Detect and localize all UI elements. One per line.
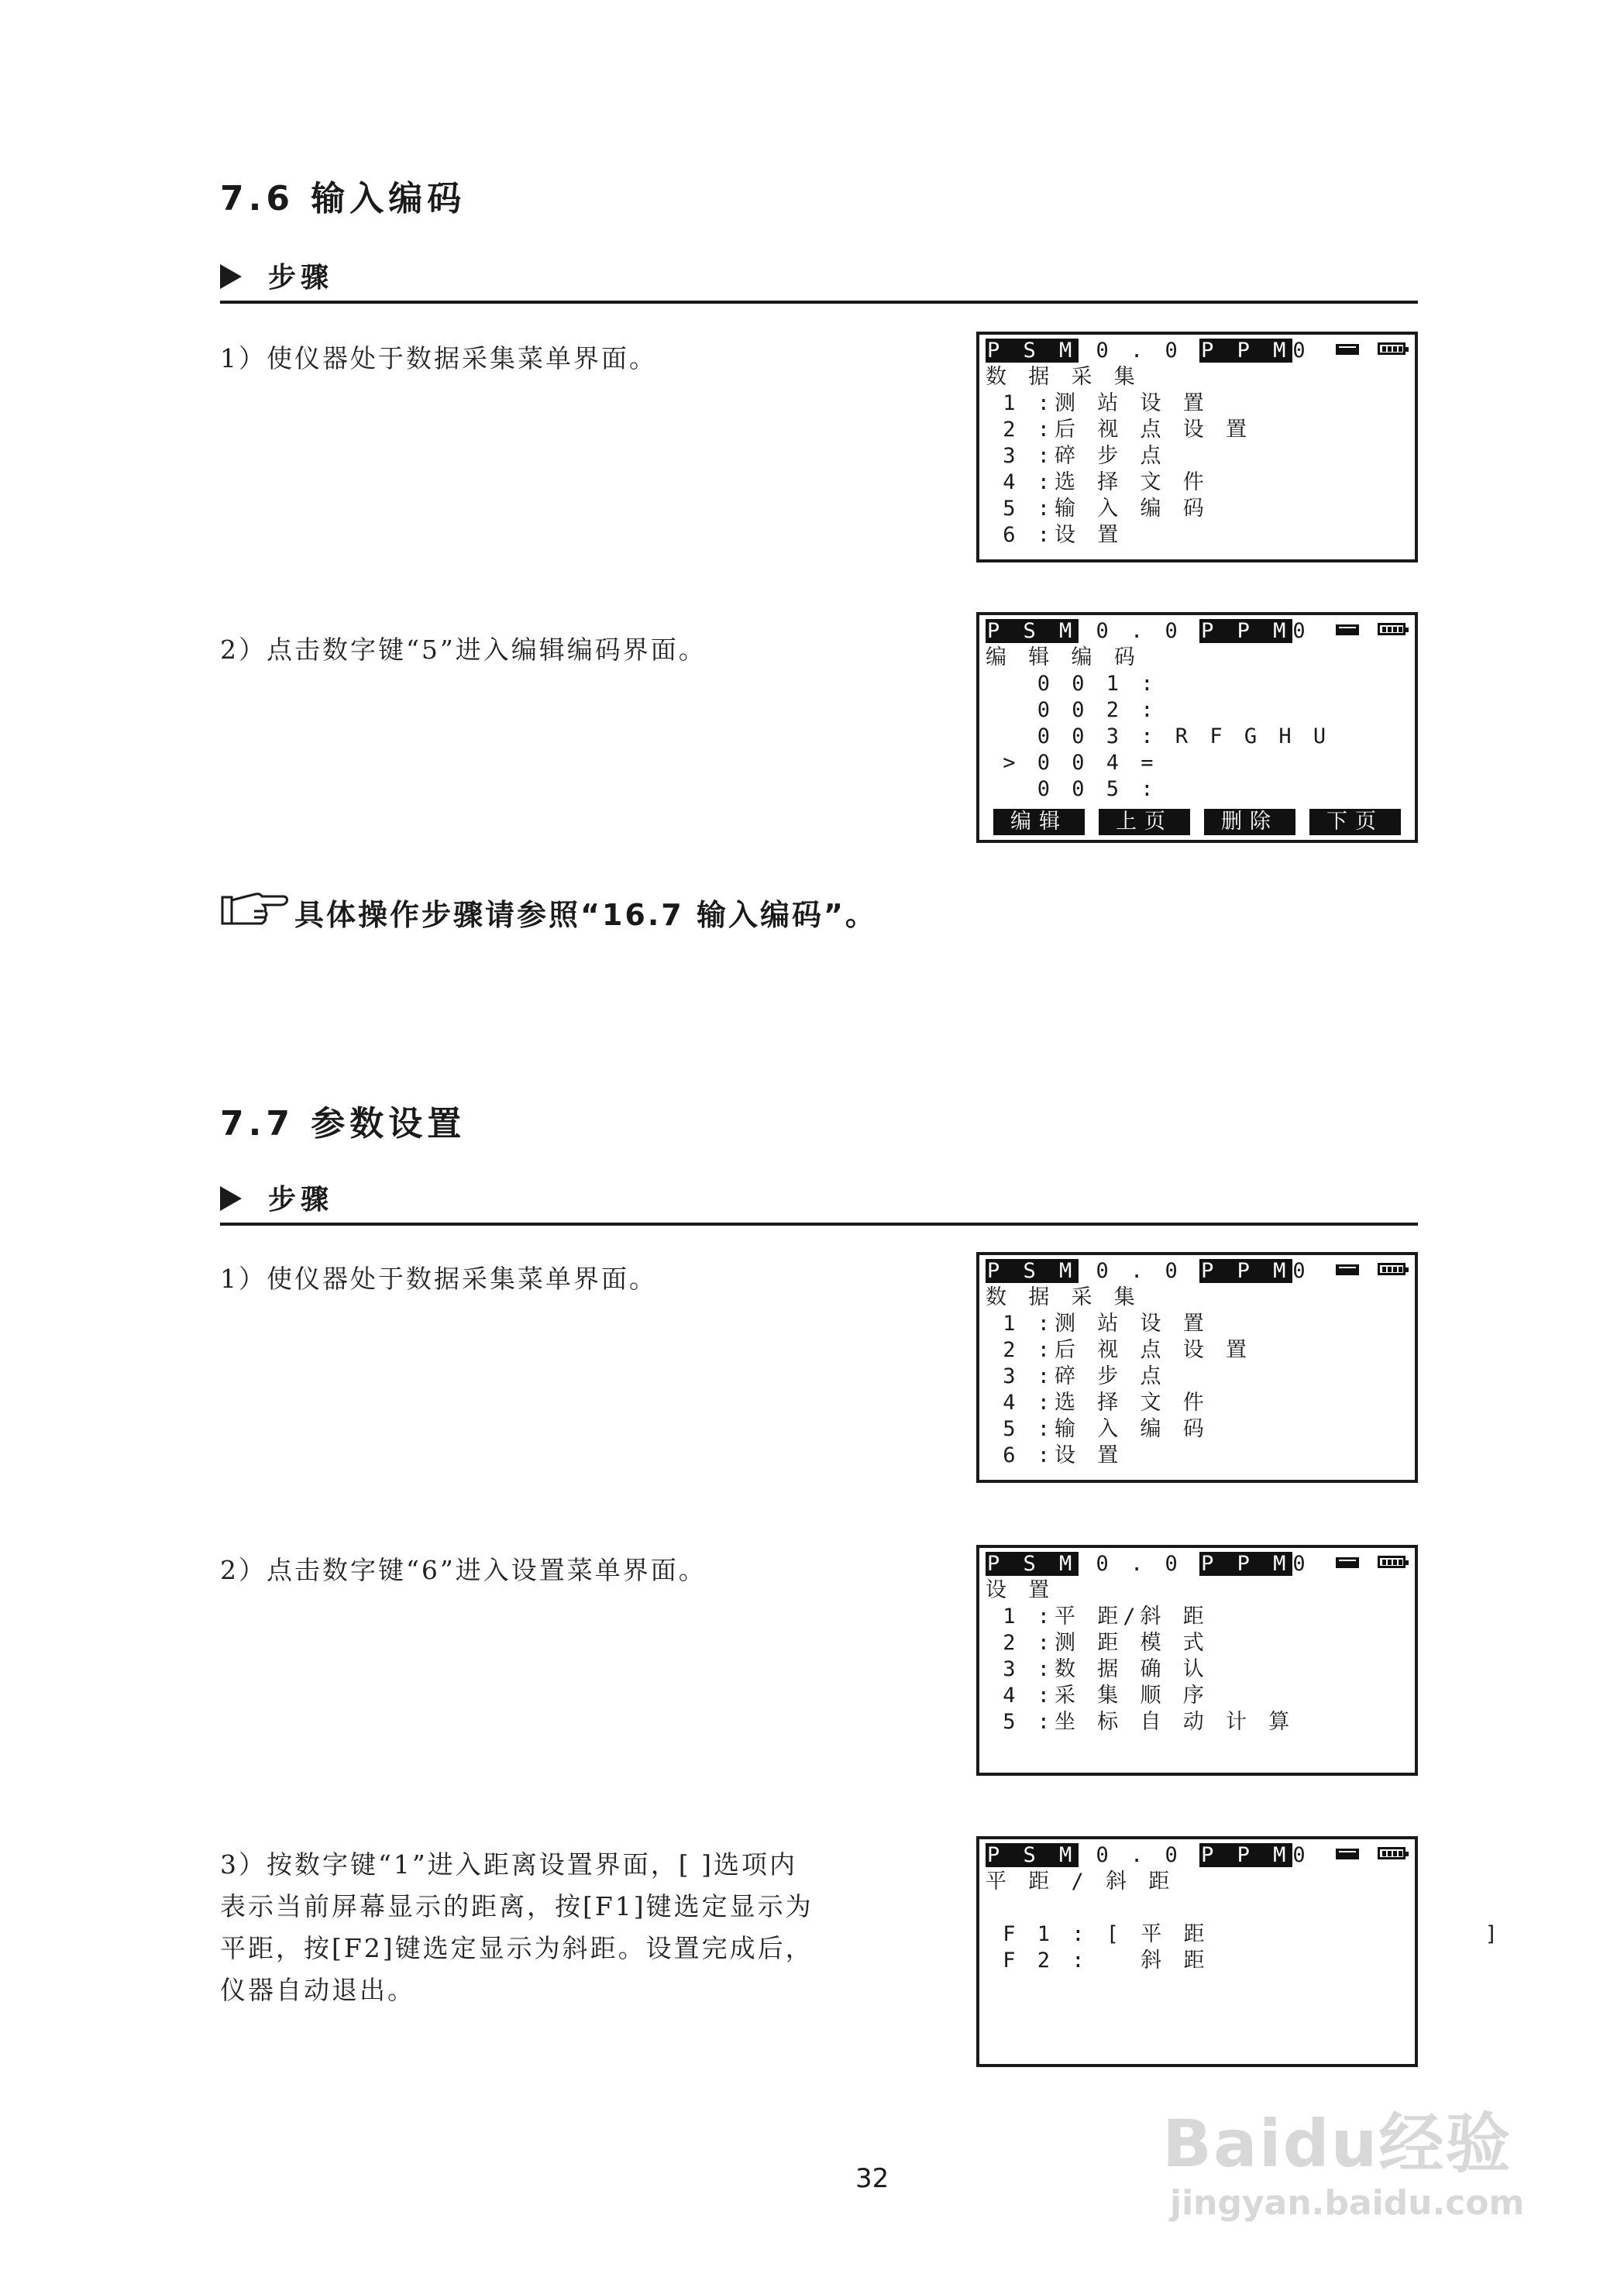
screen-line: > 0 0 4 = (986, 751, 1158, 775)
screen-line: 5 :坐 标 自 动 计 算 (986, 1710, 1295, 1734)
screen-line: 6 :设 置 (986, 523, 1123, 547)
steps-header-7-7 (220, 1175, 1418, 1226)
lcd-screen-data-collection (976, 332, 1418, 562)
lcd-screen-data-collection (976, 1252, 1418, 1483)
screen-line: 平 距 / 斜 距 (986, 1870, 1175, 1894)
step-text: 1）使仪器处于数据采集菜单界面。 (220, 343, 657, 373)
psm-value: 0 . 0 (1079, 619, 1200, 643)
steps-label: 步骤 (268, 1184, 334, 1216)
ppm-label: P P M (1201, 1843, 1292, 1867)
screen-line: 3 :数 据 确 认 (986, 1657, 1209, 1681)
signal-icon (1336, 1849, 1359, 1859)
screen-line: 6 :设 置 (986, 1443, 1123, 1467)
psm-value: 0 . 0 (1079, 1259, 1200, 1283)
ppm-value: 0 (1292, 1552, 1310, 1576)
steps-header-7-6 (220, 253, 1418, 304)
signal-icon (1336, 344, 1359, 355)
softkey-delete[interactable]: 删除 (1204, 809, 1295, 835)
battery-icon (1378, 1556, 1406, 1568)
psm-value: 0 . 0 (1079, 339, 1200, 363)
psm-value: 0 . 0 (1079, 1552, 1200, 1576)
battery-icon (1378, 342, 1406, 355)
screen-line: 0 0 5 : (986, 777, 1158, 801)
psm-label: P S M (987, 339, 1078, 363)
lcd-screen-settings (976, 1545, 1418, 1776)
screen-line: 2 :后 视 点 设 置 (986, 418, 1252, 442)
psm-label: P S M (987, 1843, 1078, 1867)
step-text: 2）点击数字键“5”进入编辑编码界面。 (220, 635, 707, 665)
screen-line: 编 辑 编 码 (986, 645, 1140, 669)
step-text-line: 仪器自动退出。 (220, 1975, 415, 2005)
softkey-edit[interactable]: 编辑 (993, 809, 1085, 835)
screen-line: 4 :选 择 文 件 (986, 1391, 1209, 1415)
status-line (986, 618, 1310, 645)
screen-line: 3 :碎 步 点 (986, 1364, 1166, 1388)
ppm-label: P P M (1201, 1259, 1292, 1283)
status-line (986, 338, 1310, 364)
ppm-label: P P M (1201, 619, 1292, 643)
screen-line: 数 据 采 集 (986, 1285, 1140, 1309)
ppm-label: P P M (1201, 1552, 1292, 1576)
page-number: 32 (855, 2163, 889, 2194)
step-text: 2）点击数字键“6”进入设置菜单界面。 (220, 1555, 707, 1585)
ppm-value: 0 (1292, 1843, 1310, 1867)
signal-icon (1336, 624, 1359, 635)
status-line (986, 1258, 1310, 1285)
step-text-block (220, 1844, 948, 2011)
screen-line: 3 :碎 步 点 (986, 444, 1166, 468)
steps-label: 步骤 (268, 262, 334, 294)
screen-line: 1 :平 距/斜 距 (986, 1605, 1209, 1629)
softkey-page-down[interactable]: 下页 (1309, 809, 1401, 835)
signal-icon (1336, 1264, 1359, 1275)
screen-line: 2 :测 距 模 式 (986, 1631, 1209, 1655)
triangle-bullet-icon (220, 264, 242, 289)
screen-line: 0 0 1 : (986, 672, 1158, 696)
triangle-bullet-icon (220, 1186, 242, 1211)
screen-line: 4 :采 集 顺 序 (986, 1684, 1209, 1708)
screen-line: 4 :选 择 文 件 (986, 470, 1209, 494)
note-text: 具体操作步骤请参照“16.7 输入编码”。 (294, 898, 877, 932)
pointing-hand-icon (220, 889, 290, 930)
step-text-line: 表示当前屏幕显示的距离，按[F1]键选定显示为 (220, 1891, 814, 1921)
step-text: 1）使仪器处于数据采集菜单界面。 (220, 1264, 657, 1294)
step-text-line: 3）按数字键“1”进入距离设置界面，[ ]选项内 (220, 1849, 797, 1880)
psm-label: P S M (987, 619, 1078, 643)
screen-line: F 1 : [ 平 距 ] (986, 1922, 1502, 1946)
section-title-7-7: 7.7 参数设置 (220, 1104, 466, 1144)
battery-icon (1378, 623, 1406, 635)
watermark-logo: Baidu经验 (1162, 2106, 1512, 2182)
battery-icon (1378, 1847, 1406, 1859)
ppm-value: 0 (1292, 339, 1310, 363)
battery-icon (1378, 1263, 1406, 1275)
psm-label: P S M (987, 1552, 1078, 1576)
lcd-screen-edit-code (976, 612, 1418, 843)
softkey-page-up[interactable]: 上页 (1099, 809, 1190, 835)
section-title-7-6: 7.6 输入编码 (220, 179, 466, 218)
screen-line: 5 :输 入 编 码 (986, 1417, 1209, 1441)
lcd-screen-distance-mode (976, 1836, 1502, 2067)
ppm-label: P P M (1201, 339, 1292, 363)
ppm-value: 0 (1292, 1259, 1310, 1283)
screen-line: 1 :测 站 设 置 (986, 1312, 1209, 1336)
softkey-bar (993, 809, 1401, 835)
step-text-line: 平距，按[F2]键选定显示为斜距。设置完成后， (220, 1933, 814, 1963)
watermark-url: jingyan.baidu.com (1170, 2183, 1525, 2223)
signal-icon (1336, 1557, 1359, 1568)
ppm-value: 0 (1292, 619, 1310, 643)
screen-line: 5 :输 入 编 码 (986, 497, 1209, 521)
screen-line: 2 :后 视 点 设 置 (986, 1338, 1252, 1362)
screen-line: 1 :测 站 设 置 (986, 391, 1209, 415)
screen-line: 设 置 (986, 1578, 1055, 1602)
screen-line: 0 0 3 : R F G H U (986, 724, 1331, 748)
status-line (986, 1551, 1310, 1577)
psm-label: P S M (987, 1259, 1078, 1283)
status-line (986, 1842, 1310, 1869)
screen-line: 数 据 采 集 (986, 365, 1140, 389)
screen-line: F 2 : 斜 距 (986, 1949, 1209, 1973)
psm-value: 0 . 0 (1079, 1843, 1200, 1867)
screen-line: 0 0 2 : (986, 698, 1158, 722)
